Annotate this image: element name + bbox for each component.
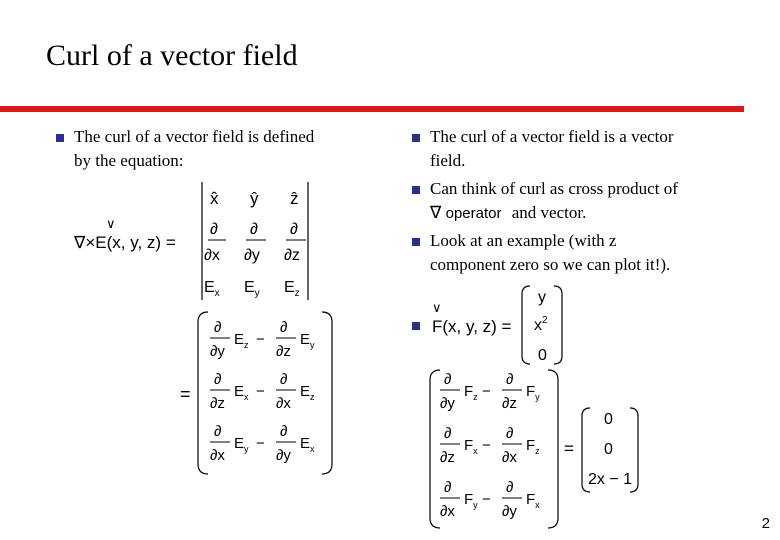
svg-text:∂: ∂ (214, 371, 222, 388)
svg-text:∂x: ∂x (276, 395, 291, 412)
svg-text:∂y: ∂y (210, 343, 225, 360)
svg-text:ẑ: ẑ (290, 189, 299, 208)
svg-text:x̂: x̂ (210, 189, 219, 208)
slide-title: Curl of a vector field (46, 39, 298, 72)
svg-text:0: 0 (604, 411, 613, 428)
svg-text:∂: ∂ (444, 479, 452, 496)
svg-text:∂x: ∂x (502, 449, 517, 466)
vector-arrow: ∨ (106, 216, 116, 231)
svg-text:Fy: $F_y$ (464, 491, 478, 510)
svg-text:∂z: ∂z (210, 395, 225, 412)
svg-text:0: 0 (538, 347, 547, 364)
svg-text:−: − (482, 491, 491, 508)
svg-text:∂: ∂ (506, 371, 514, 388)
page-number: 2 (761, 515, 770, 532)
svg-text:Fz: $F_z$ (464, 383, 478, 402)
svg-text:Ex: $E_x$ (234, 383, 249, 402)
svg-text:∨: ∨ (432, 300, 442, 315)
right-bullet2-line2 (430, 201, 586, 226)
bullet-marker (56, 134, 64, 142)
operator-word: operator (445, 205, 502, 222)
svg-text:F(x, y, z) =: F(x, y, z) = (432, 317, 512, 336)
svg-text:Fx: $F_x$ (526, 491, 540, 510)
svg-text:y: y (538, 289, 546, 306)
bullet-marker (412, 186, 420, 194)
svg-text:∂: ∂ (280, 371, 288, 388)
svg-text:x2: $x^2$ (534, 315, 548, 334)
svg-text:Ex: $E_x$ (204, 279, 220, 299)
right-bullet1-line1: The curl of a vector field is a vector (430, 127, 674, 146)
svg-text:=: = (180, 384, 191, 404)
curl-determinant-equation (70, 176, 350, 304)
svg-text:∂z: ∂z (502, 395, 517, 412)
svg-text:∂: ∂ (290, 221, 298, 238)
svg-text:Ey: $E_y$ (244, 279, 260, 299)
svg-text:∂: ∂ (210, 221, 218, 238)
svg-text:∂z: ∂z (440, 449, 455, 466)
svg-text:Fx: $F_x$ (464, 437, 478, 456)
svg-text:∂x: ∂x (440, 503, 455, 520)
svg-text:−: − (482, 437, 491, 454)
svg-text:∂: ∂ (214, 319, 222, 336)
svg-text:Ez: $E_z$ (300, 383, 315, 402)
field-definition-equation (428, 282, 578, 368)
svg-text:Fy: $F_y$ (526, 383, 540, 402)
svg-text:∂: ∂ (280, 423, 288, 440)
left-bullet-line1: The curl of a vector field is defined (74, 127, 315, 146)
svg-text:∂: ∂ (444, 371, 452, 388)
svg-text:Ex: $E_x$ (300, 435, 315, 454)
bullet-marker (412, 134, 420, 142)
nabla-symbol: ∇ (430, 203, 442, 222)
svg-text:∂: ∂ (250, 221, 258, 238)
right-bullet1-line2: field. (430, 151, 466, 170)
svg-text:−: − (482, 383, 491, 400)
bullet-marker (412, 322, 420, 330)
curl-example-equation (426, 366, 646, 532)
svg-text:=: = (564, 439, 574, 458)
svg-text:Ey: $E_y$ (300, 331, 315, 350)
svg-text:∂: ∂ (444, 425, 452, 442)
right-bullet3-line2: component zero so we can plot it!). (430, 255, 671, 274)
svg-text:∂y: ∂y (276, 447, 291, 464)
svg-text:∂: ∂ (506, 479, 514, 496)
svg-text:∂y: ∂y (502, 503, 517, 520)
and-vector-text: and vector. (511, 203, 587, 222)
svg-text:−: − (256, 435, 265, 452)
svg-text:∂: ∂ (214, 423, 222, 440)
curl-lhs: ∇×E(x, y, z) = (74, 233, 176, 252)
svg-text:−: − (256, 383, 265, 400)
svg-text:Fz: $F_z$ (526, 437, 540, 456)
svg-text:−: − (256, 331, 265, 348)
svg-text:2x − 1: 2x − 1 (588, 471, 633, 488)
svg-text:∂z: ∂z (276, 343, 291, 360)
svg-text:∂y: ∂y (244, 247, 260, 264)
svg-text:Ez: $E_z$ (234, 331, 249, 350)
bullet-marker (412, 238, 420, 246)
svg-text:0: 0 (604, 441, 613, 458)
title-rule (0, 106, 744, 112)
svg-text:∂y: ∂y (440, 395, 455, 412)
svg-text:Ey: $E_y$ (234, 435, 249, 454)
svg-text:∂z: ∂z (284, 247, 300, 264)
svg-text:∂x: ∂x (204, 247, 220, 264)
curl-expanded-vector (176, 308, 346, 478)
svg-text:∂: ∂ (506, 425, 514, 442)
svg-text:Ez: $E_z$ (284, 279, 300, 299)
right-bullet3-line1: Look at an example (with z (430, 231, 617, 250)
svg-text:ŷ: ŷ (250, 189, 259, 208)
left-bullet-line2: by the equation: (74, 151, 184, 170)
svg-text:∂x: ∂x (210, 447, 225, 464)
right-bullet2-line1: Can think of curl as cross product of (430, 179, 678, 198)
svg-text:∂: ∂ (280, 319, 288, 336)
